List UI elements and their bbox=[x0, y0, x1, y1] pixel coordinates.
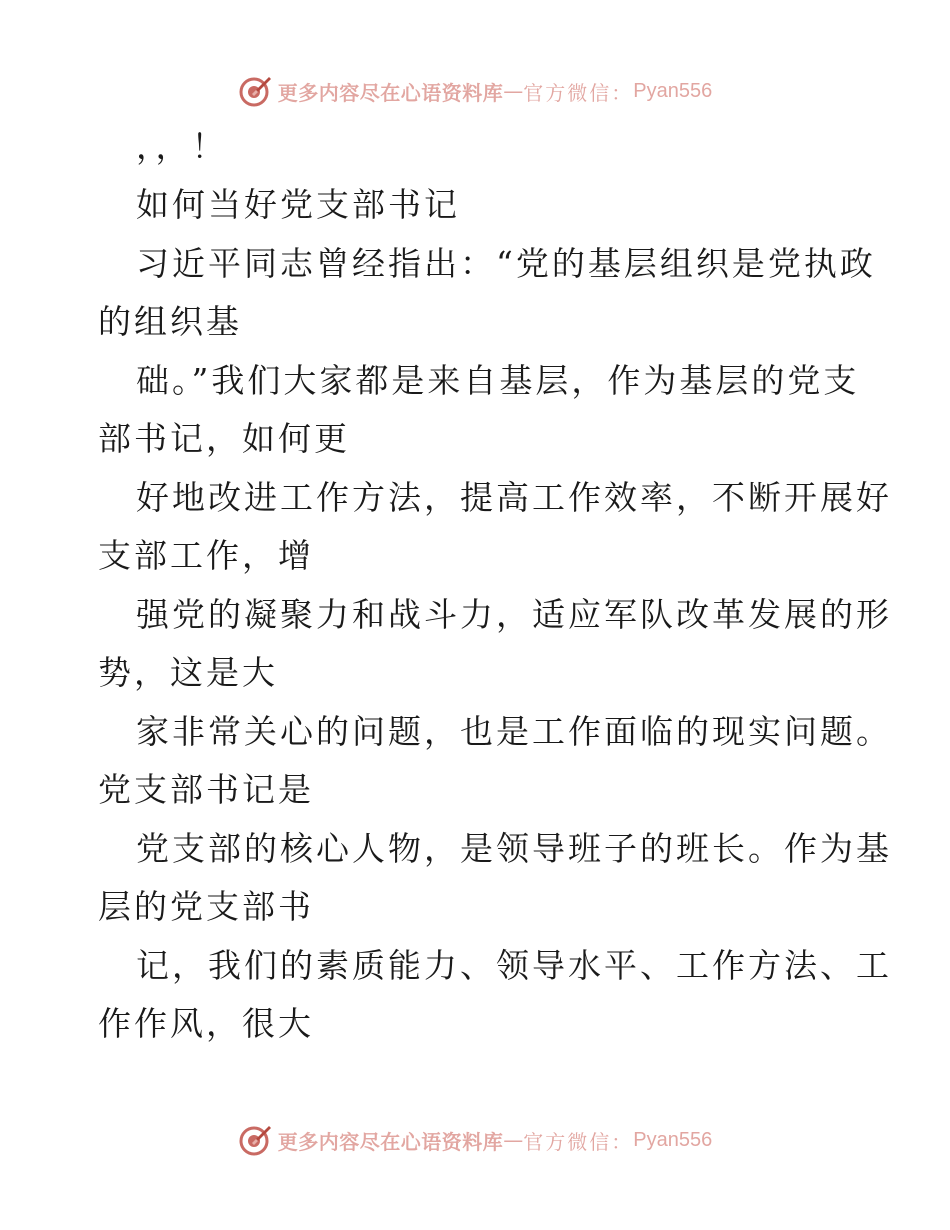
text-line: 强党的凝聚力和战斗力，适应军队改革发展的形 bbox=[136, 595, 892, 634]
pen-logo-icon bbox=[238, 74, 272, 108]
text-line: 作作风，很大 bbox=[98, 1004, 314, 1043]
banner-dash: — bbox=[503, 79, 524, 103]
text-line: 习近平同志曾经指出：“党的基层组织是党执政 bbox=[136, 244, 876, 283]
text-line: 础。”我们大家都是来自基层，作为基层的党支 bbox=[136, 361, 860, 400]
text-line: ，，！ bbox=[136, 127, 228, 166]
banner-text: 更多内容尽在心语资料库 bbox=[277, 80, 504, 105]
text-line: 记，我们的素质能力、领导水平、工作方法、工 bbox=[136, 946, 892, 985]
banner-dash: — bbox=[503, 1128, 524, 1152]
document-title: 如何当好党支部书记 bbox=[136, 185, 460, 224]
pen-logo-icon bbox=[238, 1123, 272, 1157]
banner-wechat-label: 官方微信： bbox=[523, 80, 634, 105]
banner-wechat-id: Pyan556 bbox=[633, 1128, 713, 1151]
text-line: 层的党支部书 bbox=[98, 887, 314, 926]
text-line: 支部工作，增 bbox=[98, 536, 314, 575]
text-line: 家非常关心的问题，也是工作面临的现实问题。 bbox=[136, 712, 892, 751]
text-line: 好地改进工作方法，提高工作效率，不断开展好 bbox=[136, 478, 892, 517]
header-banner bbox=[0, 71, 950, 111]
text-line: 党支部书记是 bbox=[98, 770, 314, 809]
text-line: 的组织基 bbox=[98, 302, 242, 341]
banner-text: 更多内容尽在心语资料库 bbox=[277, 1129, 504, 1154]
banner-wechat-id: Pyan556 bbox=[633, 79, 713, 102]
footer-banner bbox=[0, 1120, 950, 1160]
text-line: 部书记，如何更 bbox=[98, 419, 350, 458]
text-line: 势，这是大 bbox=[98, 653, 278, 692]
banner-wechat-label: 官方微信： bbox=[523, 1129, 634, 1154]
text-line: 党支部的核心人物，是领导班子的班长。作为基 bbox=[136, 829, 892, 868]
